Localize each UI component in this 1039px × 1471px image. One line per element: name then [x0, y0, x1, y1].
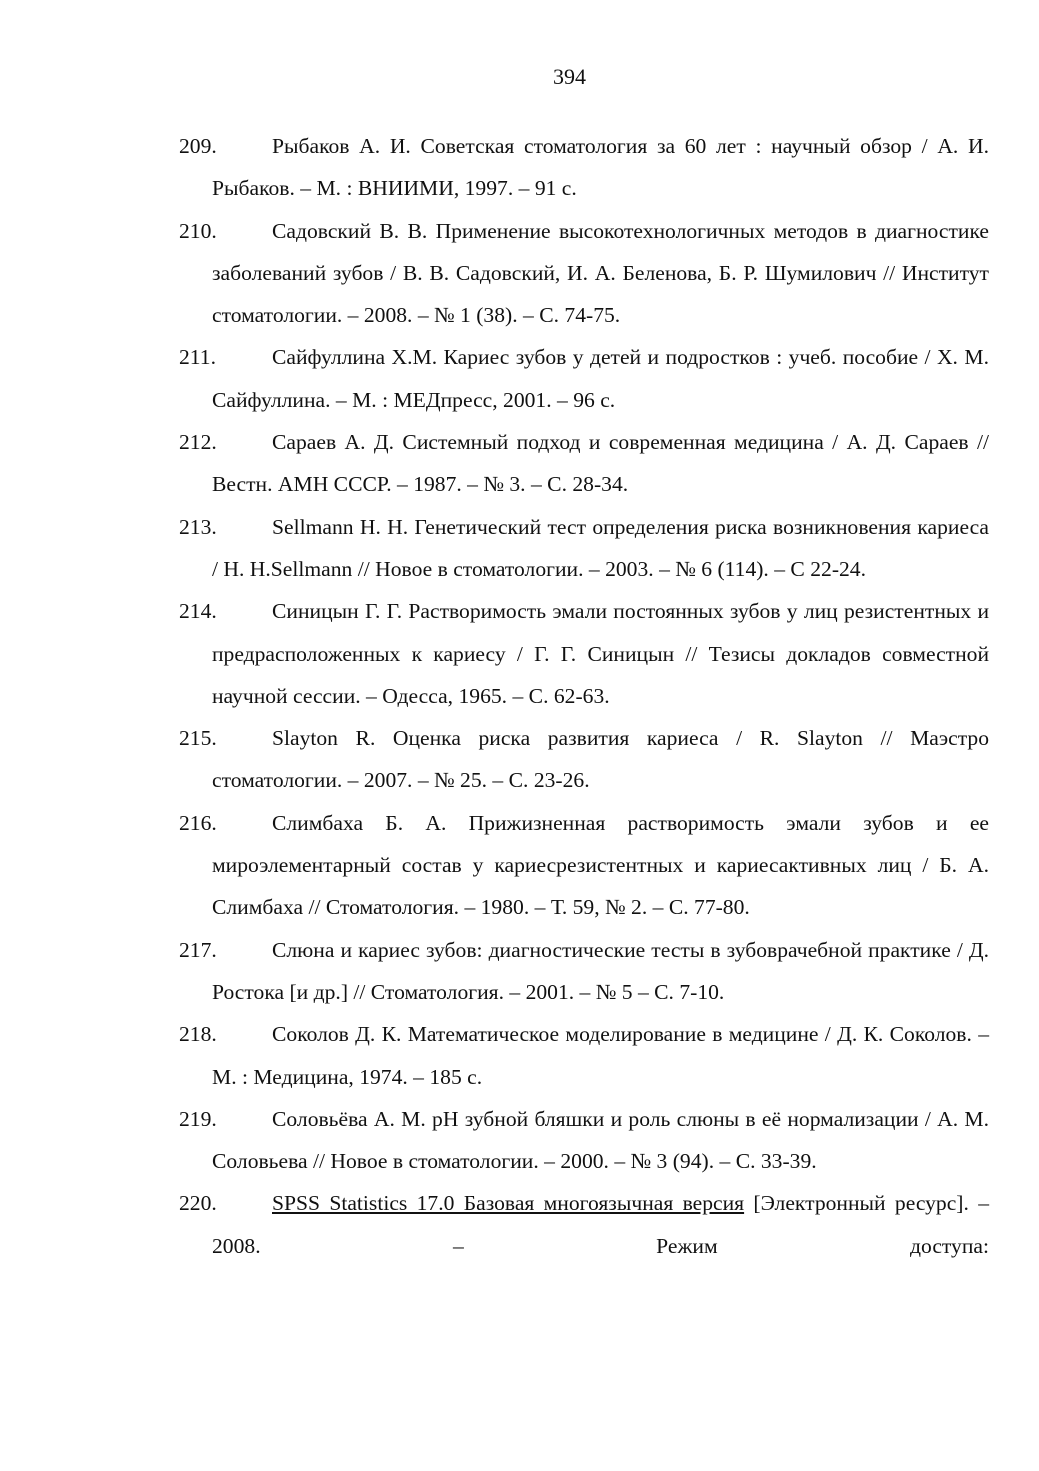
- reference-number: 211.: [179, 345, 216, 370]
- reference-text: Слюна и кариес зубов: диагностические тесты в зубоврачебной практике / Д. Ростока [и др.] // Стоматология. – 2001. – № 5 – С. 7-10.: [212, 937, 989, 1004]
- reference-number: 209.: [179, 134, 217, 158]
- reference-number: 217.: [179, 937, 217, 962]
- reference-number: 212.: [179, 430, 217, 455]
- reference-text: Сайфуллина Х.М. Кариес зубов у детей и подростков : учеб. пособие / Х. М. Сайфуллина. – М. : МЕДпресс, 2001. – 96 с.: [212, 345, 989, 412]
- reference-item: [179, 125, 989, 210]
- reference-text: Sellmann H. H. Генетический тест определения риска возникновения кариеса / H. H.Sellmann // Новое в стоматологии. – 2003. – № 6 (114). – С 22-24.: [212, 514, 989, 581]
- reference-number: 214.: [179, 599, 217, 624]
- reference-text: Сараев А. Д. Системный подход и современная медицина / А. Д. Сараев // Вестн. АМН СССР. – 1987. – № 3. – С. 28-34.: [212, 430, 989, 497]
- reference-number: 210.: [179, 218, 217, 243]
- reference-number: 220.: [179, 1191, 217, 1216]
- reference-text: Соколов Д. К. Математическое моделирование в медицине / Д. К. Соколов. – М. : Медицина, 1974. – 185 с.: [212, 1022, 989, 1089]
- reference-item: [179, 1013, 989, 1098]
- reference-item: [179, 929, 989, 1014]
- reference-text: Синицын Г. Г. Растворимость эмали постоянных зубов у лиц резистентных и предрасположенных к кариесу / Г. Г. Синицын // Тезисы докладов совместной научной сессии. – Одесса, 1965. – С. 62-63.: [212, 599, 989, 708]
- reference-number: 216.: [179, 810, 217, 835]
- reference-item: [179, 210, 989, 337]
- reference-item: [179, 1098, 989, 1183]
- reference-item: [179, 802, 989, 929]
- reference-item: [179, 1182, 989, 1267]
- reference-text: Соловьёва А. М. pH зубной бляшки и роль слюны в её нормализации / А. М. Соловьева // Новое в стоматологии. – 2000. – № 3 (94). – С. 33-39.: [212, 1106, 989, 1174]
- reference-text: Слимбаха Б. А. Прижизненная растворимость эмали зубов и ее мироэлементарный состав у кариесрезистентных и кариесактивных лиц / Б. А. Слимбаха // Стоматология. – 1980. – Т. 59, № 2. – С. 77-80.: [212, 810, 989, 920]
- reference-item: [179, 336, 989, 421]
- reference-list: [179, 125, 989, 1267]
- reference-text: [Электронный ресурс]. – 2008. – Режим доступа:: [212, 1191, 989, 1258]
- reference-text: Садовский В. В. Применение высокотехнологичных методов в диагностике заболеваний зубов / В. В. Садовский, И. А. Беленова, Б. Р. Шумилович // Институт стоматологии. – 2008. – № 1 (38). – С. 74-75.: [212, 218, 989, 328]
- reference-item: [179, 717, 989, 802]
- reference-item: [179, 421, 989, 506]
- reference-number: 213.: [179, 514, 217, 539]
- reference-item: [179, 590, 989, 717]
- reference-number: 215.: [179, 726, 217, 751]
- reference-text: Рыбаков А. И. Советская стоматология за 60 лет : научный обзор / А. И. Рыбаков. – М. : ВНИИМИ, 1997. – 91 с.: [212, 134, 989, 201]
- reference-item: [179, 506, 989, 591]
- reference-number: 219.: [179, 1106, 217, 1131]
- reference-text: Slayton R. Оценка риска развития кариеса / R. Slayton // Маэстро стоматологии. – 2007. – № 25. – С. 23-26.: [212, 726, 989, 793]
- reference-number: 218.: [179, 1022, 217, 1047]
- reference-link[interactable]: SPSS Statistics 17.0 Базовая многоязычная версия: [272, 1191, 745, 1216]
- page-number: 394: [553, 64, 586, 89]
